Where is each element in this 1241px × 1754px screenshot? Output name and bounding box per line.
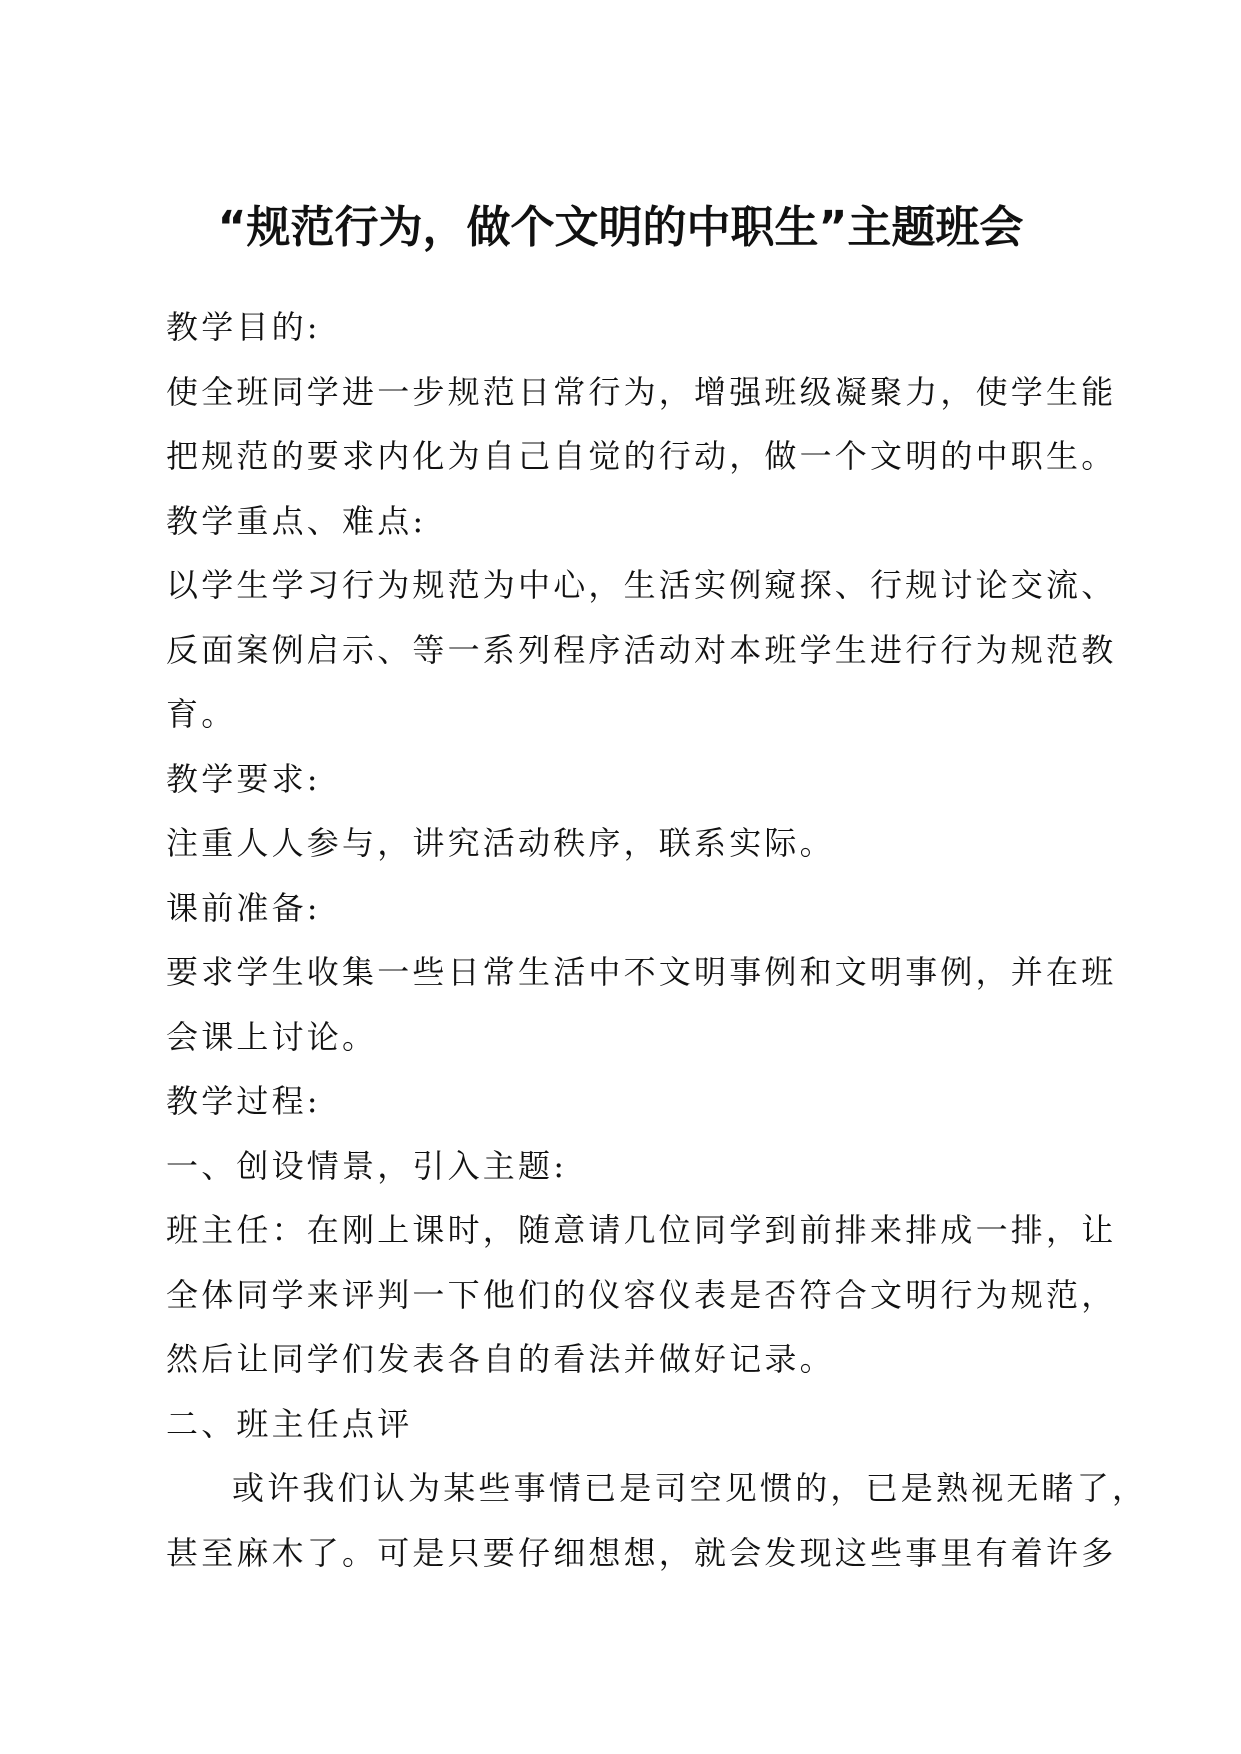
paragraph-line: 会课上讨论。 (166, 1017, 378, 1056)
paragraph-line: 使全班同学进一步规范日常行为，增强班级凝聚力，使学生能 (166, 372, 1117, 411)
paragraph-line: 要求学生收集一些日常生活中不文明事例和文明事例，并在班 (166, 953, 1117, 991)
document-title: “规范行为，做个文明的中职生”主题班会 (217, 202, 1024, 253)
heading-teaching-requirements: 教学要求: (166, 759, 321, 798)
paragraph-line: 育。 (166, 695, 237, 733)
heading-preparation: 课前准备: (166, 888, 321, 927)
heading-key-points: 教学重点、难点: (166, 501, 427, 540)
paragraph-line: 把规范的要求内化为自己自觉的行动，做一个文明的中职生。 (166, 437, 1117, 475)
paragraph-line: 然后让同学们发表各自的看法并做好记录。 (166, 1340, 835, 1378)
paragraph-line: 或许我们认为某些事情已是司空见惯的，已是熟视无睹了， (232, 1469, 1148, 1507)
paragraph-line: 甚至麻木了。可是只要仔细想想，就会发现这些事里有着许多 (166, 1533, 1117, 1572)
paragraph-line: 注重人人参与，讲究活动秩序，联系实际。 (166, 824, 835, 862)
paragraph-line: 班主任：在刚上课时，随意请几位同学到前排来排成一排，让 (166, 1211, 1117, 1249)
paragraph-line: 以学生学习行为规范为中心，生活实例窥探、行规讨论交流、 (166, 566, 1117, 604)
section-heading: 一、创设情景，引入主题: (166, 1146, 568, 1185)
paragraph-line: 反面案例启示、等一系列程序活动对本班学生进行行为规范教 (166, 630, 1117, 669)
heading-teaching-purpose: 教学目的: (166, 308, 321, 346)
document-body (166, 295, 1148, 1585)
heading-teaching-process: 教学过程: (166, 1082, 321, 1120)
paragraph-line: 全体同学来评判一下他们的仪容仪表是否符合文明行为规范， (166, 1275, 1117, 1314)
section-heading: 二、班主任点评 (166, 1404, 413, 1443)
